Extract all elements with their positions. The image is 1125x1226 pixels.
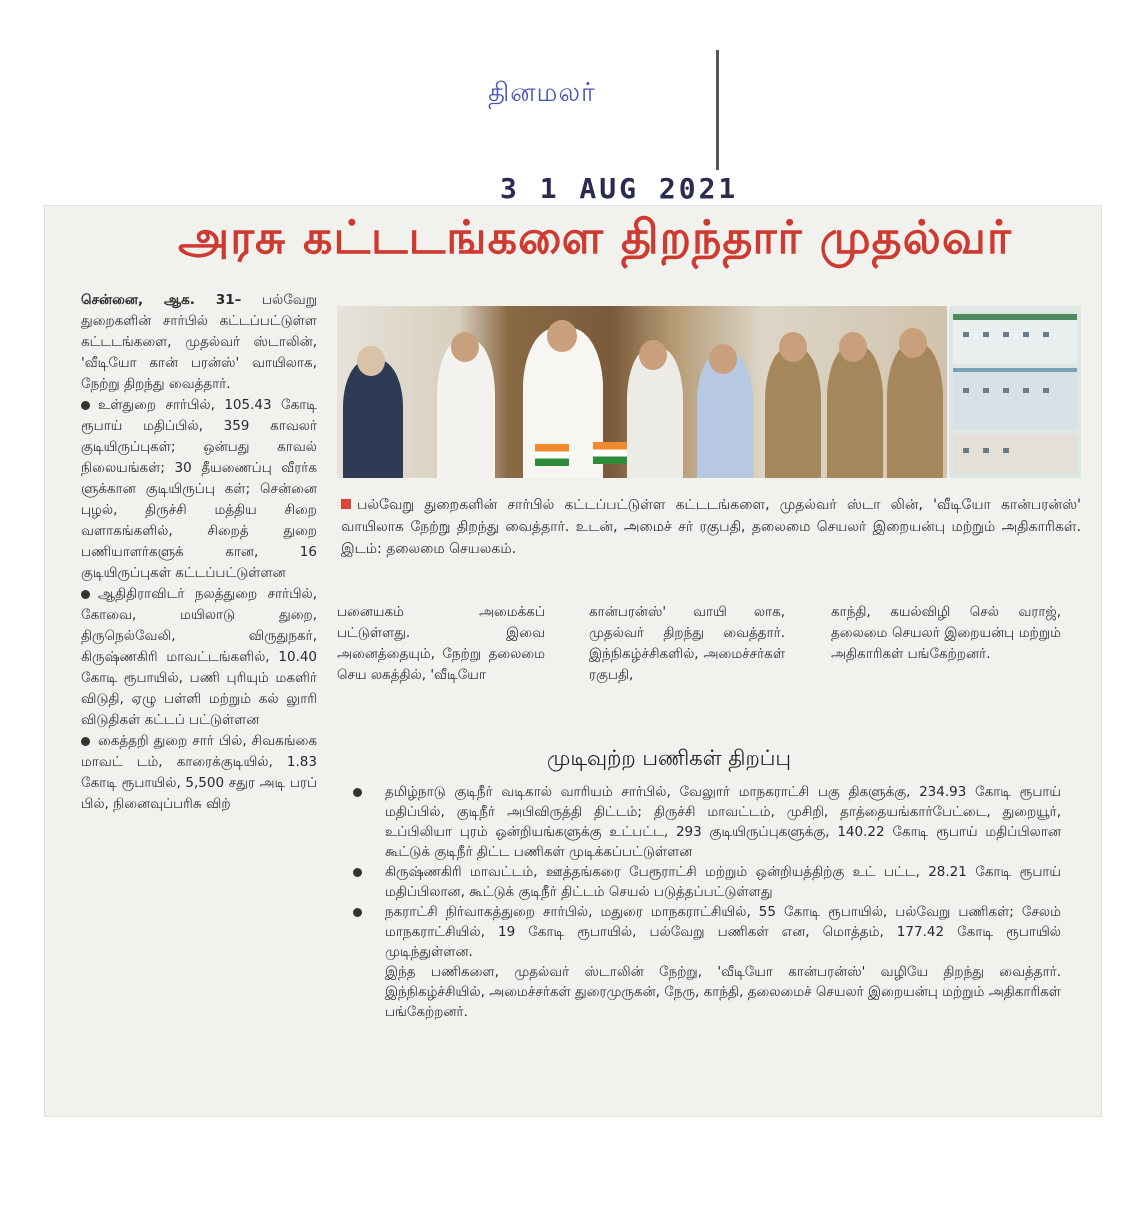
completed-works-list [341, 782, 1061, 1022]
list-item [341, 902, 1061, 962]
bullet-icon [81, 401, 90, 410]
intro-text: பல்வேறு துறைகளின் சார்பில் கட்டப்பட்டுள்ள கட்டடங்களை, முதல்வர் ஸ்டாலின், 'வீடியோ கான் பரன்ஸ்' வாயிலாக, நேற்று திறந்து வைத்தார். [81, 292, 317, 392]
bullet-icon [81, 737, 90, 746]
intro-paragraph [81, 290, 317, 395]
bullet-icon [353, 788, 362, 797]
bullet-paragraph [81, 395, 317, 584]
mid-column-2: கான்பரன்ஸ்' வாயி லாக, முதல்வர் திறந்து வைத்தார். இந்நிகழ்ச்சிகளில், அமைச்சர்கள் ரகுபதி, [589, 604, 785, 683]
dateline: சென்னை, ஆக. 31– [81, 292, 242, 308]
caption-text: பல்வேறு துறைகளின் சார்பில் கட்டப்பட்டுள்ள கட்டடங்களை, முதல்வர் ஸ்டா லின், 'வீடியோ கான்பரன்ஸ்' வாயிலாக நேற்று திறந்து வைத்தார். உடன், அமைச் சர் ரகுபதி, தலைமை செயலர் இறையன்பு மற்றும் அதிகாரிகள். இடம்: தலைமை செயலகம். [341, 497, 1081, 557]
pen-mark [716, 50, 719, 170]
date-stamp: 3 1 AUG 2021 [500, 172, 739, 205]
bullet-icon [353, 908, 362, 917]
bullet-text: கைத்தறி துறை சார் பில், சிவகங்கை மாவட் டம், காரைக்குடியில், 1.83 கோடி ரூபாயில், 5,500 சதுர அடி பரப் பில், நினைவுப்பரிசு விற் [81, 733, 317, 812]
subheading: முடிவுற்ற பணிகள் திறப்பு [547, 746, 792, 770]
photo-caption [341, 494, 1081, 560]
news-photo [337, 306, 947, 478]
mid-column-1: பனையகம் அமைக்கப் பட்டுள்ளது. இவை அனைத்தையும், நேற்று தலைமை செய லகத்தில், 'வீடியோ [337, 604, 545, 683]
bullet-text: ஆதிதிராவிடர் நலத்துறை சார்பில், கோவை, மயிலாடு துறை, திருநெல்வேலி, விருதுநகர், கிருஷ்ணகிரி மாவட்டங்களில், 10.40 கோடி ரூபாயில், பணி புரியும் மகளிர் விடுதி, ஏழு பள்ளி மற்றும் கல் லுாரி விடுதிகள் கட்டப் பட்டுள்ளன [81, 586, 317, 728]
list-item-text: நகராட்சி நிர்வாகத்துறை சார்பில், மதுரை மாநகராட்சியில், 55 கோடி ரூபாயில், பல்வேறு பணிகள்; சேலம் மாநகராட்சியில், 19 கோடி ரூபாயில், பல்வேறு பணிகள் என, மொத்தம், 177.42 கோடி ரூபாயில் முடிந்துள்ளன. [385, 904, 1061, 960]
bullet-icon [353, 868, 362, 877]
list-item-text: கிருஷ்ணகிரி மாவட்டம், ஊத்தங்கரை பேரூராட்சி மற்றும் ஒன்றியத்திற்கு உட் பட்ட, 28.21 கோடி ரூபாய் மதிப்பிலான, கூட்டுக் குடிநீர் திட்டம் செயல் படுத்தப்பட்டுள்ளது [385, 864, 1061, 900]
list-item [341, 862, 1061, 902]
bullet-paragraph [81, 584, 317, 731]
left-column [81, 290, 317, 815]
closing-paragraph: இந்த பணிகளை, முதல்வர் ஸ்டாலின் நேற்று, 'வீடியோ கான்பரன்ஸ்' வழியே திறந்து வைத்தார். இந்நிகழ்ச்சியில், அமைச்சர்கள் துரைமுருகன், நேரு, காந்தி, தலைமைச் செயலர் இறையன்பு மற்றும் அதிகாரிகள் பங்கேற்றனர். [385, 964, 1061, 1020]
newspaper-clipping [44, 205, 1102, 1117]
bullet-icon [81, 590, 90, 599]
mid-column-3: காந்தி, கயல்விழி செல் வராஜ், தலைமை செயலர் இறையன்பு மற்றும் அதிகாரிகள் பங்கேற்றனர். [831, 604, 1061, 662]
bullet-text: உள்துறை சார்பில், 105.43 கோடி ரூபாய் மதிப்பில், 359 காவலர் குடியிருப்புகள்; ஒன்பது காவல் நிலையங்கள்; 30 தீயணைப்பு வீரர்க ளுக்கான குடியிருப்பு கள்; சென்னை புழல், திருச்சி மத்திய சிறை வளாகங்களில், சிறைத் துறை பணியாளர்களுக் கான, 16 குடியிருப்புகள் கட்டப்பட்டுள்ளன [81, 397, 317, 581]
list-item [341, 782, 1061, 862]
bullet-paragraph [81, 731, 317, 815]
newspaper-stamp: தினமலர் [488, 78, 596, 108]
building-photos [949, 306, 1081, 478]
headline: அரசு கட்டடங்களை திறந்தார் முதல்வர் [178, 210, 1012, 264]
list-item-text: தமிழ்நாடு குடிநீர் வடிகால் வாரியம் சார்பில், வேலுார் மாநகராட்சி பகு திகளுக்கு, 234.93 கோடி ரூபாய் மதிப்பில், குடிநீர் அபிவிருத்தி திட்டம்; திருச்சி மாவட்டம், முசிறி, தாத்தையங்கார்பேட்டை, துறையூர், உப்பிலியா புரம் ஒன்றியங்களுக்கு உட்பட்ட, 293 குடியிருப்புகளுக்கு, 140.22 கோடி ரூபாய் மதிப்பிலான கூட்டுக் குடிநீர் திட்ட பணிகள் முடிக்கப்பட்டுள்ளன [385, 784, 1061, 860]
caption-marker [341, 499, 351, 509]
